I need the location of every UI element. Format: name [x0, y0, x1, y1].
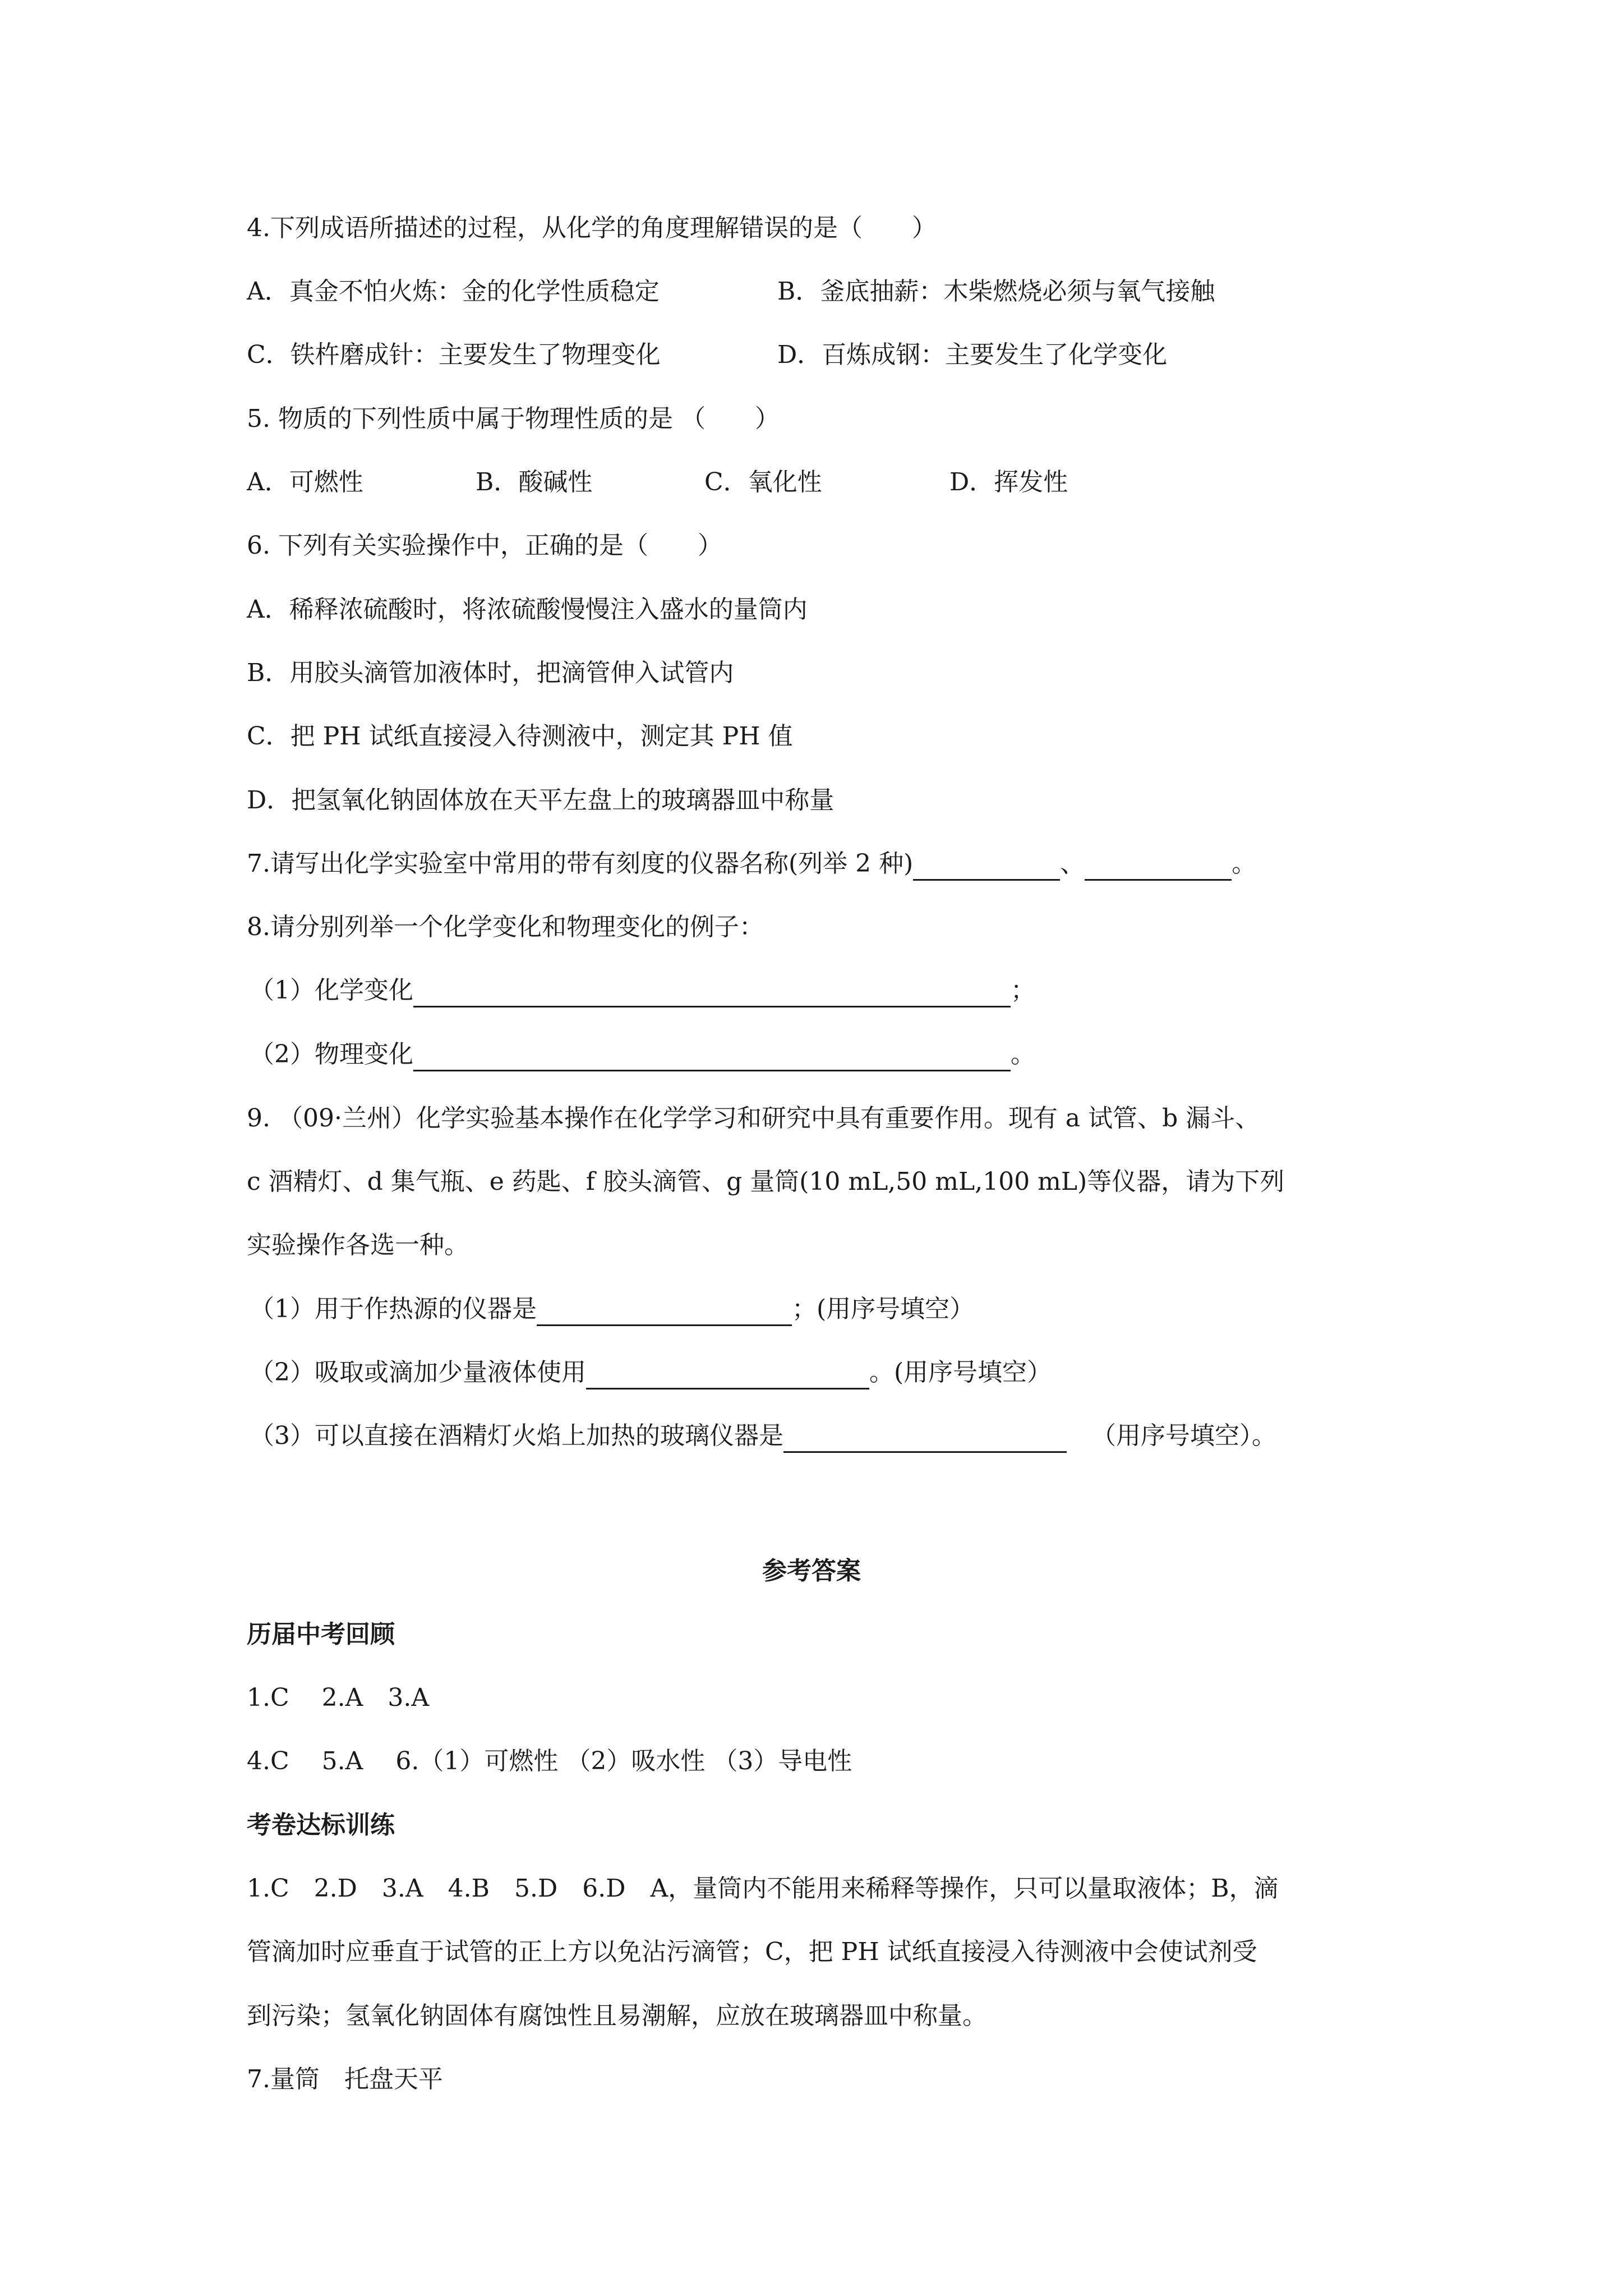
q9-part3 — [250, 1419, 1276, 1453]
q9-part1-blank[interactable] — [537, 1299, 792, 1326]
q9-part1-end: ；(用序号填空） — [792, 1295, 975, 1323]
q4-option-d: D．百炼成钢：主要发生了化学变化 — [777, 341, 1168, 369]
q7-separator: 、 — [1060, 849, 1085, 878]
q8-part1-blank[interactable] — [413, 980, 1011, 1007]
q4-option-b: B．釜底抽薪：木柴燃烧必须与氧气接触 — [777, 277, 1215, 306]
q9-part2-label: （2）吸取或滴加少量液体使用 — [250, 1358, 586, 1387]
q9-part2-blank[interactable] — [586, 1362, 869, 1389]
answers-section2-line1: 1.C 2.D 3.A 4.B 5.D 6.D A，量筒内不能用来稀释等操作，只可以量取液体；B，滴 — [247, 1874, 1279, 1903]
q5-option-c: C．氧化性 — [704, 468, 822, 496]
answers-section2-line3: 到污染；氢氧化钠固体有腐蚀性且易潮解，应放在玻璃器皿中称量。 — [247, 2001, 987, 2030]
answers-title: 参考答案 — [762, 1557, 861, 1585]
q5-stem: 5. 物质的下列性质中属于物理性质的是 （ ） — [247, 404, 780, 433]
answers-section1-line1: 1.C 2.A 3.A — [247, 1683, 430, 1712]
q8-part1-end: ； — [1011, 976, 1035, 1005]
answers-section2-line2: 管滴加时应垂直于试管的正上方以免沾污滴管；C，把 PH 试纸直接浸入待测液中会使试剂受 — [247, 1938, 1257, 1966]
q7-answer-blank-2[interactable] — [1085, 853, 1232, 881]
q5-option-b: B．酸碱性 — [476, 468, 593, 496]
q6-option-a: A．稀释浓硫酸时，将浓硫酸慢慢注入盛水的量筒内 — [247, 595, 808, 624]
q9-part3-blank[interactable] — [783, 1425, 1067, 1453]
q9-part3-end: （用序号填空）。 — [1091, 1421, 1276, 1450]
q9-part3-label: （3）可以直接在酒精灯火焰上加热的玻璃仪器是 — [250, 1421, 783, 1450]
q4-option-c: C．铁杵磨成针：主要发生了物理变化 — [247, 341, 661, 369]
q7-answer-blank-1[interactable] — [913, 853, 1060, 881]
q9-line3: 实验操作各选一种。 — [247, 1231, 469, 1259]
q9-part1 — [250, 1292, 974, 1326]
q7-end: 。 — [1232, 849, 1257, 878]
q9-part1-label: （1）用于作热源的仪器是 — [250, 1295, 537, 1323]
q8-part2 — [250, 1038, 1035, 1071]
q7-line — [247, 847, 1256, 881]
q8-part1 — [250, 974, 1035, 1007]
q5-options-row — [247, 466, 1368, 499]
q7-stem: 7.请写出化学实验室中常用的带有刻度的仪器名称(列举 2 种) — [247, 849, 914, 878]
q8-part2-end: 。 — [1011, 1040, 1035, 1069]
q9-line1: 9. （09·兰州）化学实验基本操作在化学学习和研究中具有重要作用。现有 a 试管、b 漏斗、 — [247, 1104, 1260, 1133]
q4-options-row2 — [247, 338, 1368, 372]
q9-line2: c 酒精灯、d 集气瓶、e 药匙、f 胶头滴管、g 量筒(10 mL,50 mL,100 mL)等仪器，请为下列 — [247, 1167, 1285, 1196]
q4-option-a: A．真金不怕火炼：金的化学性质稳定 — [247, 277, 660, 306]
q5-option-d: D．挥发性 — [949, 468, 1068, 496]
q5-option-a: A．可燃性 — [247, 468, 363, 496]
q6-option-b: B．用胶头滴管加液体时，把滴管伸入试管内 — [247, 659, 734, 687]
answers-section2-title: 考卷达标训练 — [247, 1811, 395, 1839]
answers-section1-line2: 4.C 5.A 6.（1）可燃性 （2）吸水性 （3）导电性 — [247, 1747, 852, 1775]
answers-section1-title: 历届中考回顾 — [247, 1620, 395, 1649]
q8-part1-label: （1）化学变化 — [250, 976, 413, 1005]
q4-stem: 4.下列成语所描述的过程，从化学的角度理解错误的是（ ） — [247, 214, 937, 242]
q8-stem: 8.请分别列举一个化学变化和物理变化的例子： — [247, 913, 764, 941]
q6-option-c: C．把 PH 试纸直接浸入待测液中，测定其 PH 值 — [247, 722, 793, 751]
q4-options-row1 — [247, 275, 1368, 309]
q9-part2-end: 。(用序号填空） — [869, 1358, 1052, 1387]
q6-option-d: D．把氢氧化钠固体放在天平左盘上的玻璃器皿中称量 — [247, 786, 834, 815]
q9-part2 — [250, 1356, 1052, 1389]
answers-section2-line4: 7.量筒 托盘天平 — [247, 2065, 443, 2093]
q8-part2-label: （2）物理变化 — [250, 1040, 413, 1069]
q6-stem: 6. 下列有关实验操作中，正确的是（ ） — [247, 531, 722, 560]
q8-part2-blank[interactable] — [413, 1044, 1011, 1071]
